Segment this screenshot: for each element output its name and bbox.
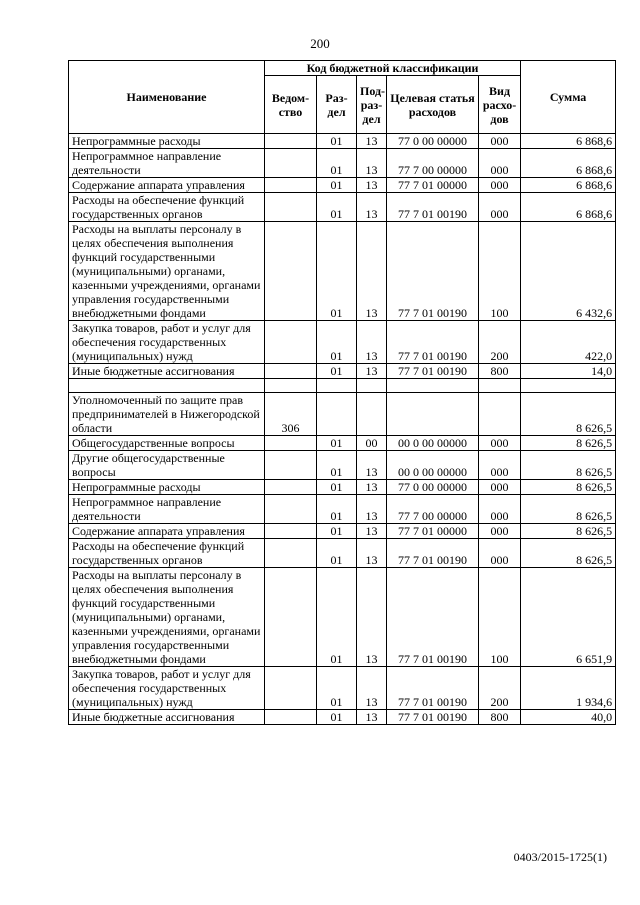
cell-celevaya: 77 7 01 00190 [387,710,479,725]
budget-table [68,60,616,725]
cell-summa: 6 868,6 [521,178,616,193]
cell-razdel: 01 [317,451,357,480]
cell-podrazdel: 00 [357,436,387,451]
cell-vedomstvo: 306 [265,393,317,436]
cell-name: Общегосударственные вопросы [69,436,265,451]
cell-razdel: 01 [317,667,357,710]
cell-podrazdel: 13 [357,667,387,710]
cell-vid: 000 [479,524,521,539]
table-row [69,193,616,222]
cell-podrazdel: 13 [357,495,387,524]
cell-podrazdel [357,393,387,436]
cell-celevaya: 77 7 01 00190 [387,321,479,364]
cell-name: Расходы на выплаты персоналу в целях обеспечения выполнения функций государственными (муниципальными) органами, казенными учреждениями, органами управления государственными внебюджетными фондами [69,568,265,667]
cell-razdel: 01 [317,568,357,667]
empty-cell [387,379,479,393]
cell-celevaya: 77 7 01 00000 [387,178,479,193]
cell-summa: 422,0 [521,321,616,364]
cell-razdel: 01 [317,222,357,321]
cell-razdel: 01 [317,364,357,379]
header-podrazdel: Под-раз-дел [357,76,387,134]
cell-celevaya: 77 0 00 00000 [387,480,479,495]
cell-razdel: 01 [317,710,357,725]
cell-podrazdel: 13 [357,321,387,364]
cell-razdel: 01 [317,134,357,149]
cell-podrazdel: 13 [357,451,387,480]
cell-summa: 6 651,9 [521,568,616,667]
header-celevaya: Целевая статья расходов [387,76,479,134]
table-row [69,451,616,480]
cell-vid: 000 [479,134,521,149]
cell-name: Содержание аппарата управления [69,524,265,539]
cell-summa: 8 626,5 [521,524,616,539]
cell-summa: 1 934,6 [521,667,616,710]
cell-name: Расходы на обеспечение функций государственных органов [69,193,265,222]
empty-cell [317,379,357,393]
cell-celevaya: 77 0 00 00000 [387,134,479,149]
cell-razdel: 01 [317,495,357,524]
table-row [69,480,616,495]
cell-vid: 000 [479,178,521,193]
cell-vid: 800 [479,364,521,379]
cell-razdel: 01 [317,149,357,178]
cell-celevaya: 77 7 00 00000 [387,495,479,524]
cell-podrazdel: 13 [357,222,387,321]
header-code-group: Код бюджетной классификации [265,61,521,76]
cell-celevaya [387,393,479,436]
table-row [69,149,616,178]
cell-celevaya: 77 7 01 00190 [387,364,479,379]
cell-razdel: 01 [317,178,357,193]
cell-vedomstvo [265,134,317,149]
header-name: Наименование [69,61,265,134]
table-row [69,710,616,725]
empty-cell [357,379,387,393]
cell-vid: 000 [479,539,521,568]
cell-vid: 000 [479,149,521,178]
cell-vedomstvo [265,193,317,222]
cell-razdel: 01 [317,321,357,364]
cell-vedomstvo [265,710,317,725]
cell-podrazdel: 13 [357,364,387,379]
table-row [69,178,616,193]
cell-name: Уполномоченный по защите прав предпринимателей в Нижегородской области [69,393,265,436]
cell-razdel: 01 [317,193,357,222]
cell-summa: 14,0 [521,364,616,379]
cell-vedomstvo [265,149,317,178]
cell-name: Содержание аппарата управления [69,178,265,193]
cell-name: Непрограммное направление деятельности [69,495,265,524]
cell-vedomstvo [265,364,317,379]
cell-celevaya: 77 7 01 00190 [387,539,479,568]
cell-celevaya: 77 7 01 00190 [387,193,479,222]
cell-name: Закупка товаров, работ и услуг для обеспечения государственных (муниципальных) нужд [69,321,265,364]
cell-vid: 100 [479,222,521,321]
table-header [69,61,616,134]
cell-name: Иные бюджетные ассигнования [69,710,265,725]
cell-podrazdel: 13 [357,568,387,667]
cell-podrazdel: 13 [357,710,387,725]
empty-cell [479,379,521,393]
header-vid: Вид расхо-дов [479,76,521,134]
cell-celevaya: 77 7 01 00190 [387,222,479,321]
cell-summa: 8 626,5 [521,480,616,495]
cell-podrazdel: 13 [357,524,387,539]
empty-cell [69,379,265,393]
cell-vedomstvo [265,667,317,710]
cell-celevaya: 00 0 00 00000 [387,451,479,480]
cell-celevaya: 00 0 00 00000 [387,436,479,451]
cell-name: Непрограммное направление деятельности [69,149,265,178]
cell-summa: 8 626,5 [521,436,616,451]
cell-vedomstvo [265,321,317,364]
cell-summa: 6 868,6 [521,149,616,178]
cell-podrazdel: 13 [357,149,387,178]
cell-vid: 000 [479,193,521,222]
cell-summa: 6 868,6 [521,193,616,222]
cell-celevaya: 77 7 01 00190 [387,667,479,710]
table-row [69,539,616,568]
cell-vedomstvo [265,436,317,451]
cell-summa: 8 626,5 [521,539,616,568]
cell-razdel: 01 [317,524,357,539]
empty-cell [265,379,317,393]
cell-vid: 000 [479,495,521,524]
table-row [69,495,616,524]
cell-razdel: 01 [317,436,357,451]
cell-vid: 800 [479,710,521,725]
cell-name: Непрограммные расходы [69,480,265,495]
header-summa: Сумма [521,61,616,134]
cell-celevaya: 77 7 00 00000 [387,149,479,178]
cell-vedomstvo [265,495,317,524]
table-body [69,134,616,725]
cell-podrazdel: 13 [357,178,387,193]
table-row [69,364,616,379]
cell-vedomstvo [265,451,317,480]
cell-vid: 000 [479,436,521,451]
cell-vid: 200 [479,321,521,364]
cell-podrazdel: 13 [357,539,387,568]
empty-cell [521,379,616,393]
table-row [69,436,616,451]
header-razdel: Раз-дел [317,76,357,134]
table-row [69,134,616,149]
cell-vid: 000 [479,480,521,495]
cell-vedomstvo [265,539,317,568]
cell-name: Расходы на выплаты персоналу в целях обеспечения выполнения функций государственными (муниципальными) органами, казенными учреждениями, органами управления государственными внебюджетными фондами [69,222,265,321]
cell-celevaya: 77 7 01 00000 [387,524,479,539]
cell-vedomstvo [265,222,317,321]
cell-summa: 40,0 [521,710,616,725]
cell-podrazdel: 13 [357,134,387,149]
cell-razdel: 01 [317,480,357,495]
cell-summa: 8 626,5 [521,495,616,524]
cell-name: Расходы на обеспечение функций государственных органов [69,539,265,568]
cell-vid [479,393,521,436]
cell-razdel: 01 [317,539,357,568]
table-row [69,667,616,710]
cell-podrazdel: 13 [357,480,387,495]
table-row [69,222,616,321]
cell-name: Иные бюджетные ассигнования [69,364,265,379]
cell-summa: 8 626,5 [521,393,616,436]
cell-name: Непрограммные расходы [69,134,265,149]
table-row [69,321,616,364]
cell-vedomstvo [265,480,317,495]
cell-summa: 6 868,6 [521,134,616,149]
cell-podrazdel: 13 [357,193,387,222]
table-row [69,568,616,667]
page-number: 200 [310,36,330,51]
cell-name: Другие общегосударственные вопросы [69,451,265,480]
cell-vid: 100 [479,568,521,667]
cell-vedomstvo [265,524,317,539]
cell-summa: 6 432,6 [521,222,616,321]
cell-celevaya: 77 7 01 00190 [387,568,479,667]
table-row [69,524,616,539]
cell-vedomstvo [265,568,317,667]
document-code: 0403/2015-1725(1) [513,850,607,864]
cell-vedomstvo [265,178,317,193]
cell-name: Закупка товаров, работ и услуг для обеспечения государственных (муниципальных) нужд [69,667,265,710]
header-vedomstvo: Ведом-ство [265,76,317,134]
cell-summa: 8 626,5 [521,451,616,480]
cell-vid: 200 [479,667,521,710]
table-row [69,393,616,436]
spacer-row [69,379,616,393]
cell-razdel [317,393,357,436]
cell-vid: 000 [479,451,521,480]
